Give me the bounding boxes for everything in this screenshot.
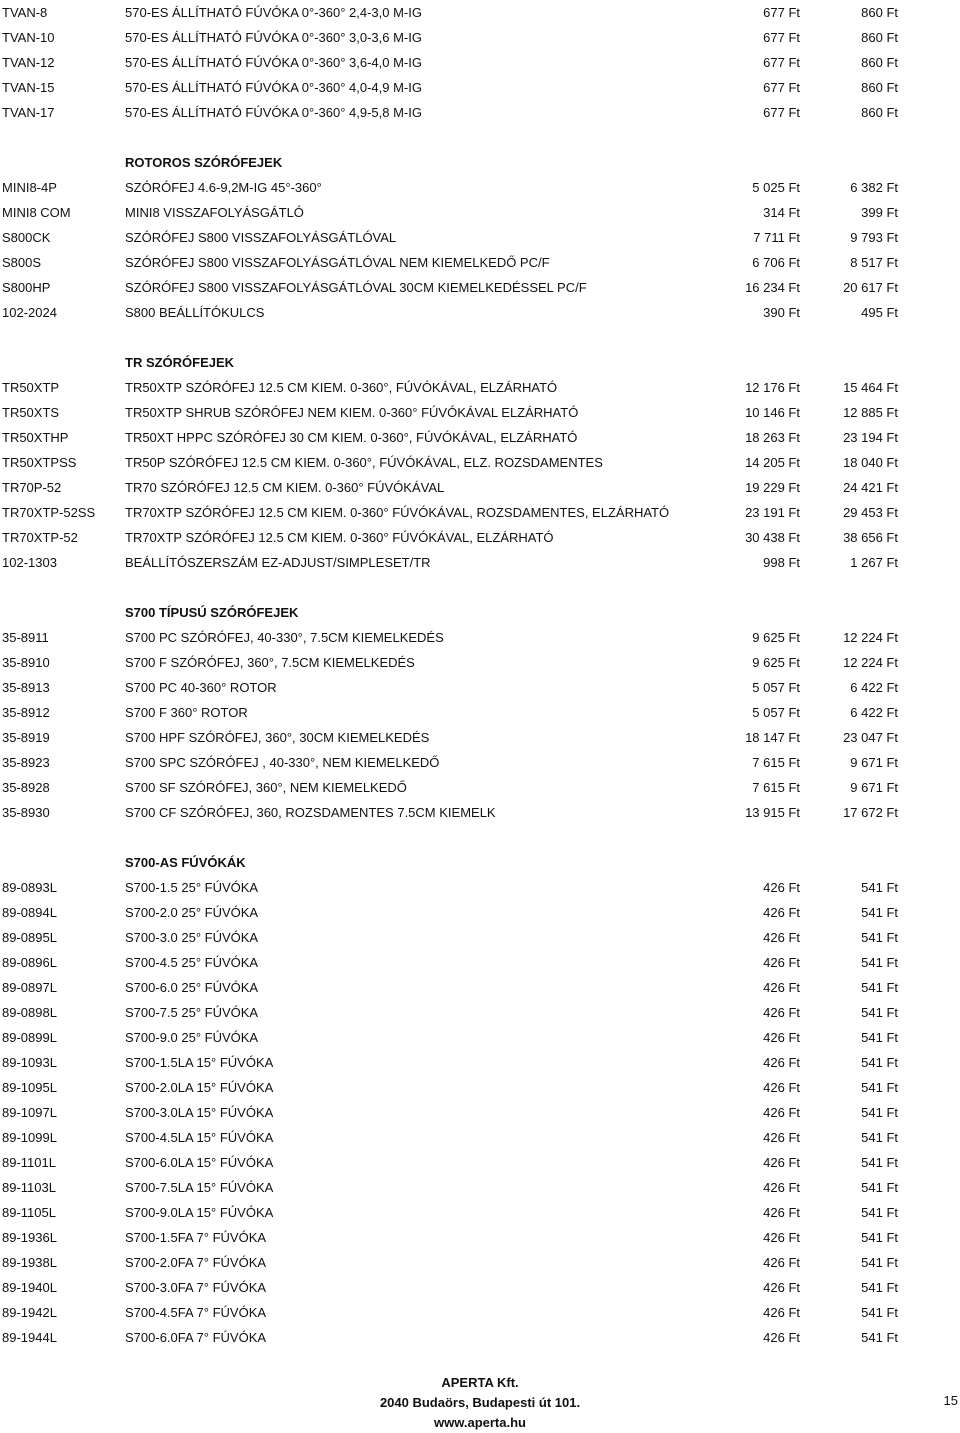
gross-price: 6 422 Ft [850, 705, 898, 720]
product-description: S700-3.0LA 15° FÚVÓKA [125, 1105, 274, 1120]
net-price: 7 615 Ft [752, 755, 800, 770]
product-description: S700-7.5 25° FÚVÓKA [125, 1005, 259, 1020]
product-code: 102-1303 [2, 555, 57, 570]
product-description: SZÓRÓFEJ S800 VISSZAFOLYÁSGÁTLÓVAL NEM KIEMELKEDŐ PC/F [125, 255, 550, 270]
table-row [0, 250, 960, 275]
product-code: 89-0898L [2, 1005, 57, 1020]
net-price: 426 Ft [763, 1080, 800, 1095]
product-code: TVAN-15 [2, 80, 55, 95]
net-price: 12 176 Ft [745, 380, 800, 395]
table-row [0, 1150, 960, 1175]
product-description: S700 F 360° ROTOR [125, 705, 248, 720]
gross-price: 541 Ft [861, 1180, 898, 1195]
table-row [0, 1300, 960, 1325]
net-price: 677 Ft [763, 105, 800, 120]
net-price: 426 Ft [763, 905, 800, 920]
table-row [0, 0, 960, 25]
net-price: 10 146 Ft [745, 405, 800, 420]
gross-price: 9 793 Ft [850, 230, 898, 245]
gross-price: 541 Ft [861, 1230, 898, 1245]
page-number: 15 [943, 1393, 958, 1408]
table-row [0, 1200, 960, 1225]
product-description: 570-ES ÁLLÍTHATÓ FÚVÓKA 0°-360° 4,9-5,8 M-IG [125, 105, 422, 120]
net-price: 998 Ft [763, 555, 800, 570]
product-description: S700 F SZÓRÓFEJ, 360°, 7.5CM KIEMELKEDÉS [125, 655, 415, 670]
product-code: 89-0895L [2, 930, 57, 945]
table-row [0, 500, 960, 525]
net-price: 9 625 Ft [752, 655, 800, 670]
net-price: 18 147 Ft [745, 730, 800, 745]
table-row [0, 925, 960, 950]
product-code: S800CK [2, 230, 51, 245]
gross-price: 15 464 Ft [843, 380, 898, 395]
net-price: 426 Ft [763, 880, 800, 895]
net-price: 426 Ft [763, 1030, 800, 1045]
gross-price: 495 Ft [861, 305, 898, 320]
net-price: 677 Ft [763, 80, 800, 95]
section-heading [0, 350, 960, 375]
product-description: S700-2.0LA 15° FÚVÓKA [125, 1080, 274, 1095]
product-code: 35-8913 [2, 680, 50, 695]
product-code: 89-1936L [2, 1230, 57, 1245]
table-row [0, 650, 960, 675]
product-description: SZÓRÓFEJ 4.6-9,2M-IG 45°-360° [125, 180, 322, 195]
product-description: SZÓRÓFEJ S800 VISSZAFOLYÁSGÁTLÓVAL [125, 230, 397, 245]
net-price: 426 Ft [763, 1205, 800, 1220]
gross-price: 541 Ft [861, 1205, 898, 1220]
product-description: S700-4.5LA 15° FÚVÓKA [125, 1130, 274, 1145]
product-description: S800 BEÁLLÍTÓKULCS [125, 305, 265, 320]
product-description: S700-4.5FA 7° FÚVÓKA [125, 1305, 267, 1320]
section-heading [0, 150, 960, 175]
net-price: 7 711 Ft [753, 230, 800, 245]
gross-price: 541 Ft [861, 1155, 898, 1170]
net-price: 426 Ft [763, 1005, 800, 1020]
product-code: 89-1093L [2, 1055, 57, 1070]
section-heading [0, 850, 960, 875]
table-row [0, 1225, 960, 1250]
net-price: 426 Ft [763, 1305, 800, 1320]
product-code: 89-1099L [2, 1130, 57, 1145]
gross-price: 1 267 Ft [850, 555, 898, 570]
product-description: TR70XTP SZÓRÓFEJ 12.5 CM KIEM. 0-360° FÚVÓKÁVAL, ROZSDAMENTES, ELZÁRHATÓ [125, 505, 670, 520]
gross-price: 29 453 Ft [843, 505, 898, 520]
gross-price: 860 Ft [861, 105, 898, 120]
gross-price: 12 885 Ft [843, 405, 898, 420]
product-description: 570-ES ÁLLÍTHATÓ FÚVÓKA 0°-360° 3,6-4,0 M-IG [125, 55, 422, 70]
table-row [0, 450, 960, 475]
table-row [0, 375, 960, 400]
table-row [0, 300, 960, 325]
product-description: S700 SF SZÓRÓFEJ, 360°, NEM KIEMELKEDŐ [125, 780, 407, 795]
net-price: 426 Ft [763, 1105, 800, 1120]
product-description: S700-9.0LA 15° FÚVÓKA [125, 1205, 274, 1220]
gross-price: 9 671 Ft [850, 780, 898, 795]
product-code: TR50XTPSS [2, 455, 77, 470]
gross-price: 23 194 Ft [843, 430, 898, 445]
product-description: BEÁLLÍTÓSZERSZÁM EZ-ADJUST/SIMPLESET/TR [125, 555, 431, 570]
net-price: 677 Ft [763, 5, 800, 20]
table-row [0, 525, 960, 550]
net-price: 677 Ft [763, 30, 800, 45]
net-price: 426 Ft [763, 980, 800, 995]
product-description: SZÓRÓFEJ S800 VISSZAFOLYÁSGÁTLÓVAL 30CM KIEMELKEDÉSSEL PC/F [125, 280, 587, 295]
gross-price: 6 422 Ft [850, 680, 898, 695]
net-price: 426 Ft [763, 1330, 800, 1345]
product-code: 35-8928 [2, 780, 50, 795]
product-description: S700-4.5 25° FÚVÓKA [125, 955, 259, 970]
section-title: S700 TÍPUSÚ SZÓRÓFEJEK [125, 605, 299, 620]
product-code: TR70XTP-52SS [2, 505, 96, 520]
table-row [0, 1075, 960, 1100]
table-row [0, 625, 960, 650]
gross-price: 860 Ft [861, 5, 898, 20]
table-row [0, 975, 960, 1000]
product-description: S700-6.0 25° FÚVÓKA [125, 980, 259, 995]
product-code: 89-1938L [2, 1255, 57, 1270]
product-code: 89-1940L [2, 1280, 57, 1295]
product-code: 89-0897L [2, 980, 57, 995]
net-price: 426 Ft [763, 1055, 800, 1070]
company-website: www.aperta.hu [434, 1415, 526, 1430]
net-price: 13 915 Ft [745, 805, 800, 820]
product-code: 35-8912 [2, 705, 50, 720]
product-description: 570-ES ÁLLÍTHATÓ FÚVÓKA 0°-360° 4,0-4,9 M-IG [125, 80, 422, 95]
product-description: MINI8 VISSZAFOLYÁSGÁTLÓ [125, 205, 304, 220]
product-code: 89-0896L [2, 955, 57, 970]
table-row [0, 1050, 960, 1075]
table-row [0, 775, 960, 800]
footer [0, 1373, 960, 1433]
gross-price: 541 Ft [861, 1305, 898, 1320]
product-description: TR50XTP SZÓRÓFEJ 12.5 CM KIEM. 0-360°, FÚVÓKÁVAL, ELZÁRHATÓ [125, 380, 558, 395]
table-row [0, 1175, 960, 1200]
product-code: 89-1942L [2, 1305, 57, 1320]
gross-price: 860 Ft [861, 55, 898, 70]
product-description: S700-6.0FA 7° FÚVÓKA [125, 1330, 267, 1345]
product-code: MINI8-4P [2, 180, 57, 195]
net-price: 390 Ft [763, 305, 800, 320]
product-code: TVAN-8 [2, 5, 48, 20]
gross-price: 541 Ft [861, 1005, 898, 1020]
net-price: 23 191 Ft [745, 505, 800, 520]
table-row [0, 400, 960, 425]
table-row [0, 1250, 960, 1275]
table-row [0, 225, 960, 250]
gross-price: 399 Ft [861, 205, 898, 220]
net-price: 314 Ft [763, 205, 800, 220]
table-row [0, 1275, 960, 1300]
net-price: 426 Ft [763, 930, 800, 945]
gross-price: 541 Ft [861, 880, 898, 895]
product-description: S700 SPC SZÓRÓFEJ , 40-330°, NEM KIEMELKEDŐ [125, 755, 440, 770]
gross-price: 23 047 Ft [843, 730, 898, 745]
net-price: 426 Ft [763, 1155, 800, 1170]
net-price: 19 229 Ft [745, 480, 800, 495]
product-description: 570-ES ÁLLÍTHATÓ FÚVÓKA 0°-360° 3,0-3,6 M-IG [125, 30, 422, 45]
product-description: S700-2.0 25° FÚVÓKA [125, 905, 259, 920]
spacer-row [0, 125, 960, 150]
net-price: 426 Ft [763, 1255, 800, 1270]
net-price: 7 615 Ft [752, 780, 800, 795]
product-description: TR50P SZÓRÓFEJ 12.5 CM KIEM. 0-360°, FÚVÓKÁVAL, ELZ. ROZSDAMENTES [125, 455, 603, 470]
product-description: S700-2.0FA 7° FÚVÓKA [125, 1255, 267, 1270]
product-description: TR70XTP SZÓRÓFEJ 12.5 CM KIEM. 0-360° FÚVÓKÁVAL, ELZÁRHATÓ [125, 530, 554, 545]
product-description: S700-1.5FA 7° FÚVÓKA [125, 1230, 267, 1245]
product-description: S700 PC SZÓRÓFEJ, 40-330°, 7.5CM KIEMELKEDÉS [125, 630, 444, 645]
net-price: 426 Ft [763, 1130, 800, 1145]
product-code: MINI8 COM [2, 205, 71, 220]
table-row [0, 1325, 960, 1350]
gross-price: 6 382 Ft [850, 180, 898, 195]
net-price: 5 057 Ft [752, 680, 800, 695]
product-code: 102-2024 [2, 305, 57, 320]
gross-price: 18 040 Ft [843, 455, 898, 470]
table-row [0, 1100, 960, 1125]
product-code: 89-0894L [2, 905, 57, 920]
gross-price: 12 224 Ft [843, 630, 898, 645]
product-code: 89-0899L [2, 1030, 57, 1045]
product-code: TR50XTP [2, 380, 60, 395]
table-row [0, 1025, 960, 1050]
net-price: 16 234 Ft [745, 280, 800, 295]
product-description: 570-ES ÁLLÍTHATÓ FÚVÓKA 0°-360° 2,4-3,0 M-IG [125, 5, 422, 20]
product-description: S700-1.5 25° FÚVÓKA [125, 880, 259, 895]
table-row [0, 800, 960, 825]
table-row [0, 100, 960, 125]
section-title: ROTOROS SZÓRÓFEJEK [125, 155, 283, 170]
net-price: 30 438 Ft [745, 530, 800, 545]
section-heading [0, 600, 960, 625]
gross-price: 541 Ft [861, 1330, 898, 1345]
product-description: S700 CF SZÓRÓFEJ, 360, ROZSDAMENTES 7.5CM KIEMELK [125, 805, 496, 820]
product-code: 89-1103L [2, 1180, 56, 1195]
gross-price: 38 656 Ft [843, 530, 898, 545]
gross-price: 541 Ft [861, 905, 898, 920]
gross-price: 17 672 Ft [843, 805, 898, 820]
table-row [0, 725, 960, 750]
product-code: S800HP [2, 280, 51, 295]
gross-price: 9 671 Ft [850, 755, 898, 770]
spacer-row [0, 825, 960, 850]
table-row [0, 25, 960, 50]
table-row [0, 750, 960, 775]
table-row [0, 200, 960, 225]
product-description: TR50XTP SHRUB SZÓRÓFEJ NEM KIEM. 0-360° FÚVÓKÁVAL ELZÁRHATÓ [125, 405, 579, 420]
net-price: 18 263 Ft [745, 430, 800, 445]
table-row [0, 1125, 960, 1150]
gross-price: 541 Ft [861, 955, 898, 970]
product-description: TR70 SZÓRÓFEJ 12.5 CM KIEM. 0-360° FÚVÓKÁVAL [125, 480, 445, 495]
net-price: 426 Ft [763, 1230, 800, 1245]
product-description: S700 HPF SZÓRÓFEJ, 360°, 30CM KIEMELKEDÉS [125, 730, 430, 745]
product-code: 35-8930 [2, 805, 50, 820]
gross-price: 541 Ft [861, 1080, 898, 1095]
net-price: 5 057 Ft [752, 705, 800, 720]
product-code: TVAN-10 [2, 30, 55, 45]
product-code: TR50XTHP [2, 430, 69, 445]
gross-price: 541 Ft [861, 1030, 898, 1045]
company-address: 2040 Budaörs, Budapesti út 101. [379, 1395, 581, 1410]
net-price: 426 Ft [763, 955, 800, 970]
table-row [0, 900, 960, 925]
product-code: S800S [2, 255, 42, 270]
product-code: TR50XTS [2, 405, 60, 420]
product-code: 89-1105L [2, 1205, 56, 1220]
gross-price: 20 617 Ft [843, 280, 898, 295]
gross-price: 541 Ft [861, 1255, 898, 1270]
gross-price: 12 224 Ft [843, 655, 898, 670]
product-code: 89-1095L [2, 1080, 57, 1095]
spacer-row [0, 575, 960, 600]
gross-price: 541 Ft [861, 980, 898, 995]
product-code: 35-8923 [2, 755, 50, 770]
spacer-row [0, 325, 960, 350]
section-title: S700-AS FÚVÓKÁK [125, 855, 246, 870]
gross-price: 541 Ft [861, 1055, 898, 1070]
product-code: TR70XTP-52 [2, 530, 78, 545]
product-description: S700-1.5LA 15° FÚVÓKA [125, 1055, 274, 1070]
net-price: 426 Ft [763, 1280, 800, 1295]
table-row [0, 425, 960, 450]
product-code: 89-1097L [2, 1105, 57, 1120]
table-row [0, 275, 960, 300]
company-name: APERTA Kft. [441, 1375, 519, 1390]
table-row [0, 50, 960, 75]
table-row [0, 75, 960, 100]
product-code: 35-8919 [2, 730, 50, 745]
table-row [0, 675, 960, 700]
gross-price: 860 Ft [861, 30, 898, 45]
net-price: 5 025 Ft [752, 180, 800, 195]
product-code: 35-8910 [2, 655, 50, 670]
table-row [0, 700, 960, 725]
product-code: TR70P-52 [2, 480, 62, 495]
gross-price: 541 Ft [861, 1130, 898, 1145]
product-code: 89-1944L [2, 1330, 57, 1345]
net-price: 677 Ft [763, 55, 800, 70]
net-price: 6 706 Ft [752, 255, 800, 270]
product-code: TVAN-17 [2, 105, 55, 120]
product-description: S700-6.0LA 15° FÚVÓKA [125, 1155, 274, 1170]
product-description: S700-3.0 25° FÚVÓKA [125, 930, 259, 945]
product-description: S700-9.0 25° FÚVÓKA [125, 1030, 259, 1045]
gross-price: 541 Ft [861, 1105, 898, 1120]
table-row [0, 1000, 960, 1025]
product-description: S700-3.0FA 7° FÚVÓKA [125, 1280, 267, 1295]
product-description: S700 PC 40-360° ROTOR [125, 680, 277, 695]
gross-price: 541 Ft [861, 1280, 898, 1295]
gross-price: 8 517 Ft [850, 255, 898, 270]
table-row [0, 875, 960, 900]
product-code: TVAN-12 [2, 55, 55, 70]
table-row [0, 950, 960, 975]
table-row [0, 475, 960, 500]
gross-price: 24 421 Ft [843, 480, 898, 495]
net-price: 9 625 Ft [752, 630, 800, 645]
table-row [0, 550, 960, 575]
section-title: TR SZÓRÓFEJEK [125, 355, 235, 370]
gross-price: 541 Ft [861, 930, 898, 945]
table-row [0, 175, 960, 200]
net-price: 14 205 Ft [745, 455, 800, 470]
product-description: S700-7.5LA 15° FÚVÓKA [125, 1180, 274, 1195]
net-price: 426 Ft [763, 1180, 800, 1195]
product-code: 89-0893L [2, 880, 57, 895]
gross-price: 860 Ft [861, 80, 898, 95]
product-description: TR50XT HPPC SZÓRÓFEJ 30 CM KIEM. 0-360°, FÚVÓKÁVAL, ELZÁRHATÓ [125, 430, 578, 445]
product-code: 35-8911 [2, 630, 49, 645]
product-code: 89-1101L [2, 1155, 56, 1170]
